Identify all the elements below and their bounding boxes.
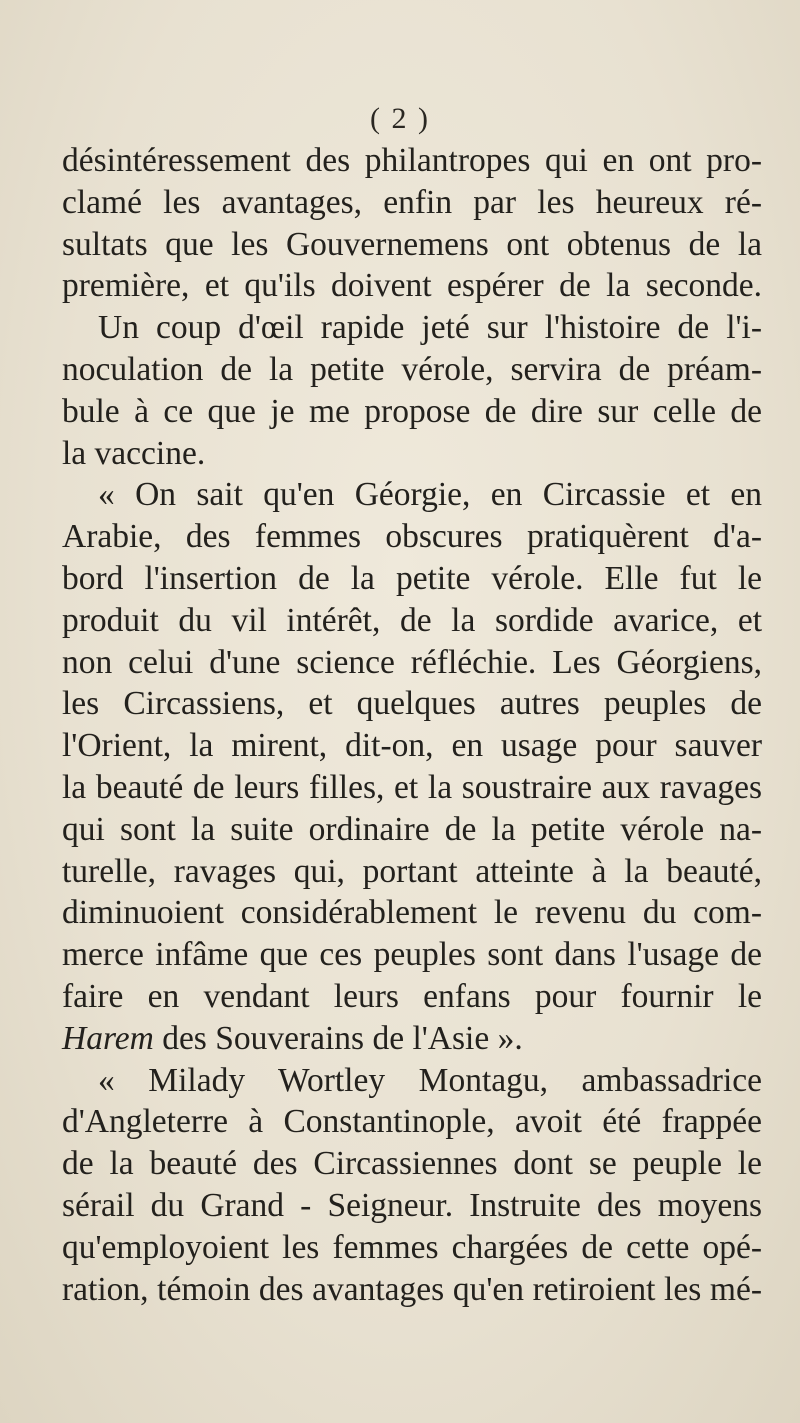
text-line: la vaccine. <box>62 434 206 472</box>
text-line: diminuoient considérablement le revenu du com- <box>62 894 762 932</box>
text-line: merce infâme que ces peuples sont dans l'usage de <box>62 936 762 974</box>
italic-word: Harem <box>62 1019 154 1057</box>
text-line: de la beauté des Circassiennes dont se peuple le <box>62 1145 762 1183</box>
text-line: Un coup d'œil rapide jeté sur l'histoire de l'i- <box>98 309 762 347</box>
text-line: noculation de la petite vérole, servira de préam- <box>62 350 762 388</box>
text-line: sérail du Grand - Seigneur. Instruite des moyens <box>62 1186 762 1224</box>
text-line: désintéressement des philantropes qui en ont pro- <box>62 142 762 179</box>
text-line: la beauté de leurs filles, et la soustraire aux ravages <box>62 768 762 806</box>
text-line-rest: des Souverains de l'Asie ». <box>153 1019 523 1057</box>
body-text <box>62 140 762 1310</box>
text-line: turelle, ravages qui, portant atteinte à la beauté, <box>62 852 762 890</box>
text-line: qui sont la suite ordinaire de la petite vérole na- <box>62 810 762 848</box>
text-line: bule à ce que je me propose de dire sur celle de <box>62 392 762 430</box>
text-line: ration, témoin des avantages qu'en retiroient les mé- <box>62 1270 762 1308</box>
text-line: clamé les avantages, enfin par les heureux ré- <box>62 183 762 221</box>
text-line: « Milady Wortley Montagu, ambassadrice <box>98 1061 762 1099</box>
text-line: première, et qu'ils doivent espérer de la seconde. <box>62 267 762 305</box>
text-line: les Circassiens, et quelques autres peuples de <box>62 685 762 723</box>
text-line: non celui d'une science réfléchie. Les Géorgiens, <box>62 643 762 681</box>
text-line: Arabie, des femmes obscures pratiquèrent d'a- <box>62 518 762 556</box>
page-number: ( 2 ) <box>370 102 430 135</box>
text-line: qu'employoient les femmes chargées de cette opé- <box>62 1228 762 1266</box>
text-line: l'Orient, la mirent, dit-on, en usage pour sauver <box>62 727 762 765</box>
text-line: d'Angleterre à Constantinople, avoit été frappée <box>62 1103 762 1141</box>
text-line: faire en vendant leurs enfans pour fournir le <box>62 977 762 1015</box>
text-line: produit du vil intérêt, de la sordide avarice, et <box>62 601 762 639</box>
text-line: sultats que les Gouvernemens ont obtenus de la <box>62 225 762 263</box>
text-line: bord l'insertion de la petite vérole. Elle fut le <box>62 559 762 597</box>
text-line <box>62 1018 762 1060</box>
text-line: « On sait qu'en Géorgie, en Circassie et en <box>98 476 762 514</box>
